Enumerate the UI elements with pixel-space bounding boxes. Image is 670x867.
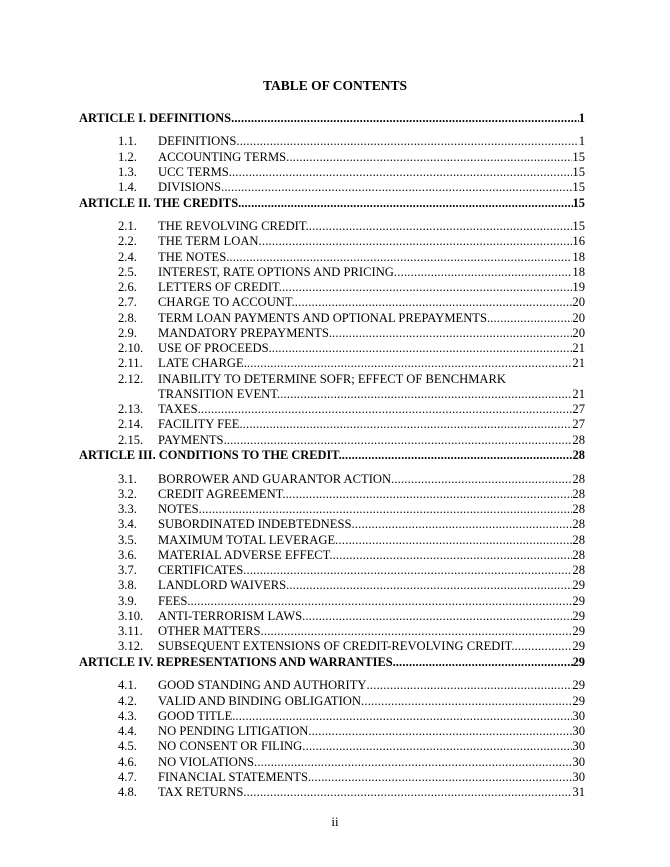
dot-leader: [227, 433, 573, 448]
section-number: 2.11.: [118, 356, 143, 371]
dot-leader: [272, 341, 573, 356]
section-number: 4.6.: [118, 754, 137, 769]
dot-leader: [289, 578, 572, 593]
section-number: 4.3.: [118, 708, 137, 723]
section-number: 3.10.: [118, 608, 144, 623]
section-number: 2.1.: [118, 219, 137, 233]
section-page-number: 28: [572, 563, 585, 577]
dot-leader: [243, 417, 573, 432]
section-title: MATERIAL ADVERSE EFFECT.: [158, 547, 333, 562]
section-number: 2.6.: [118, 280, 137, 294]
toc-section-entry[interactable]: [118, 165, 585, 180]
section-page-number: 18: [572, 249, 585, 264]
section-number: 3.9.: [118, 593, 137, 608]
dot-leader: [367, 678, 573, 693]
section-page-number: 20: [572, 310, 585, 325]
toc-section-entry[interactable]: [118, 487, 585, 502]
article-title: ARTICLE IV. REPRESENTATIONS AND WARRANTIES.: [79, 655, 396, 669]
section-title-continued: TRANSITION EVENT.: [158, 386, 281, 401]
section-page-number: 15: [572, 180, 585, 194]
section-title: TAXES: [158, 402, 198, 416]
section-title: OTHER MATTERS: [158, 624, 261, 638]
toc-section-entry[interactable]: [118, 234, 585, 249]
section-number: 3.2.: [118, 486, 137, 501]
section-page-number: 30: [572, 739, 585, 754]
toc-article-entry[interactable]: [79, 111, 585, 126]
section-page-number: 15: [572, 164, 585, 179]
section-number: 2.12.: [118, 371, 144, 386]
dot-leader: [191, 594, 573, 609]
section-number: 2.7.: [118, 295, 137, 310]
section-page-number: 27: [572, 402, 585, 416]
toc-section-entry[interactable]: [118, 402, 585, 417]
section-page-number: 29: [572, 593, 585, 608]
section-title: DEFINITIONS: [158, 134, 237, 149]
toc-section-entry[interactable]: [118, 678, 585, 693]
section-page-number: 28: [572, 432, 585, 447]
section-page-number: 29: [572, 639, 585, 654]
section-number: 3.1.: [118, 471, 137, 486]
section-number: 2.8.: [118, 310, 137, 325]
toc-section-entry[interactable]: [118, 219, 585, 234]
section-page-number: 28: [572, 532, 585, 547]
dot-leader: [198, 402, 573, 417]
section-page-number: 29: [572, 693, 585, 708]
toc-section-entry[interactable]: [118, 180, 585, 195]
section-number: 1.4.: [118, 180, 137, 194]
section-title: CHARGE TO ACCOUNT.: [158, 295, 295, 310]
section-title: LETTERS OF CREDIT.: [158, 280, 282, 294]
dot-leader: [305, 609, 572, 624]
section-title: VALID AND BINDING OBLIGATION: [158, 693, 361, 708]
section-number: 4.2.: [118, 693, 137, 708]
section-number: 3.11.: [118, 624, 143, 638]
dot-leader: [289, 150, 572, 165]
dot-leader: [515, 639, 573, 654]
section-number: 3.12.: [118, 639, 144, 654]
section-title: FACILITY FEE.: [158, 417, 243, 432]
article-page-number: 15: [572, 195, 585, 210]
section-page-number: 15: [572, 219, 585, 233]
toc-section-entry[interactable]: [118, 517, 585, 532]
section-title: PAYMENTS.: [158, 432, 227, 447]
toc-section-entry[interactable]: [118, 709, 585, 724]
section-title: DIVISIONS: [158, 180, 221, 194]
section-title: SUBSEQUENT EXTENSIONS OF CREDIT-REVOLVING CREDIT.: [158, 639, 515, 654]
article-title: ARTICLE III. CONDITIONS TO THE CREDIT.: [79, 448, 342, 463]
dot-leader: [246, 563, 572, 578]
dot-leader: [231, 111, 579, 126]
section-page-number: 28: [572, 502, 585, 516]
toc-section-entry[interactable]: [118, 548, 585, 563]
section-title: SUBORDINATED INDEBTEDNESS: [158, 517, 352, 532]
section-number: 2.9.: [118, 325, 137, 340]
dot-leader: [490, 311, 572, 326]
dot-leader: [302, 739, 572, 754]
section-number: 1.3.: [118, 164, 137, 179]
toc-section-entry-continued[interactable]: [118, 387, 585, 402]
section-number: 3.3.: [118, 502, 137, 516]
section-number: 3.5.: [118, 532, 137, 547]
section-page-number: 21: [572, 341, 585, 355]
toc-section-entry[interactable]: [118, 694, 585, 709]
dot-leader: [261, 624, 573, 639]
dot-leader: [333, 548, 573, 563]
section-number: 4.4.: [118, 724, 137, 738]
section-title: FEES.: [158, 593, 191, 608]
toc-section-entry[interactable]: [118, 639, 585, 654]
section-page-number: 28: [572, 517, 585, 532]
section-title: LANDLORD WAIVERS.: [158, 578, 290, 593]
dot-leader: [394, 472, 572, 487]
section-page-number: 30: [572, 708, 585, 723]
section-title: THE NOTES.: [158, 249, 230, 264]
section-title: THE TERM LOAN: [158, 234, 259, 249]
section-page-number: 27: [572, 417, 585, 432]
toc-article-entry[interactable]: [79, 196, 585, 211]
toc-section-entry[interactable]: [118, 417, 585, 432]
dot-leader: [396, 655, 573, 670]
section-title: USE OF PROCEEDS.: [158, 341, 272, 355]
section-number: 4.1.: [118, 678, 137, 693]
dot-leader: [229, 250, 572, 265]
section-page-number: 29: [572, 608, 585, 623]
dot-leader: [199, 502, 573, 517]
section-number: 2.5.: [118, 264, 137, 279]
toc-section-entry[interactable]: [118, 563, 585, 578]
dot-leader: [309, 219, 573, 234]
dot-leader: [254, 755, 572, 770]
dot-leader: [361, 694, 572, 709]
section-number: 2.15.: [118, 432, 144, 447]
dot-leader: [247, 356, 573, 371]
article-title: ARTICLE I. DEFINITIONS: [79, 111, 232, 125]
section-title: CREDIT AGREEMENT.: [158, 486, 286, 501]
section-title: TAX RETURNS.: [158, 785, 247, 799]
page-title: TABLE OF CONTENTS: [262, 78, 408, 93]
section-page-number: 29: [572, 678, 585, 693]
dot-leader: [286, 487, 573, 502]
section-page-number: 31: [572, 785, 585, 799]
toc-section-entry[interactable]: [118, 134, 585, 149]
section-number: 4.5.: [118, 739, 137, 754]
section-page-number: 28: [572, 471, 585, 486]
section-title: NO VIOLATIONS: [158, 754, 254, 769]
section-page-number: 18: [572, 264, 585, 279]
toc-section-entry[interactable]: [118, 739, 585, 754]
section-page-number: 29: [572, 578, 585, 593]
toc-section-entry[interactable]: [118, 280, 585, 295]
dot-leader: [332, 326, 572, 341]
toc-section-entry[interactable]: [118, 594, 585, 609]
section-page-number: 1: [578, 134, 585, 149]
toc-section-entry[interactable]: [118, 341, 585, 356]
toc-section-entry[interactable]: [118, 326, 585, 341]
section-title: MANDATORY PREPAYMENTS.: [158, 325, 333, 340]
dot-leader: [335, 533, 572, 548]
toc-section-entry[interactable]: [118, 624, 585, 639]
section-title: ACCOUNTING TERMS.: [158, 149, 290, 164]
section-page-number: 19: [572, 280, 585, 294]
section-title: TERM LOAN PAYMENTS AND OPTIONAL PREPAYMENTS.: [158, 310, 491, 325]
section-number: 4.7.: [118, 769, 137, 784]
section-title: INABILITY TO DETERMINE SOFR; EFFECT OF BENCHMARK: [158, 371, 506, 386]
section-page-number: 28: [572, 486, 585, 501]
page-number: ii: [331, 814, 339, 829]
section-title: INTEREST, RATE OPTIONS AND PRICING: [158, 264, 394, 279]
section-number: 3.8.: [118, 578, 137, 593]
section-page-number: 28: [572, 547, 585, 562]
section-title: BORROWER AND GUARANTOR ACTION.: [158, 471, 395, 486]
section-page-number: 20: [572, 295, 585, 310]
dot-leader: [236, 134, 578, 149]
dot-leader: [247, 785, 573, 800]
dot-leader: [241, 196, 572, 211]
toc-section-entry[interactable]: [118, 724, 585, 739]
article-page-number: 1: [578, 111, 585, 125]
dot-leader: [295, 295, 573, 310]
toc-section-entry[interactable]: [118, 533, 585, 548]
section-page-number: 16: [572, 234, 585, 249]
section-number: 2.2.: [118, 234, 137, 249]
section-number: 2.13.: [118, 402, 144, 416]
toc-section-entry[interactable]: [118, 785, 585, 800]
toc-section-entry[interactable]: [118, 250, 585, 265]
section-number: 4.8.: [118, 785, 137, 799]
section-title: GOOD TITLE.: [158, 708, 236, 723]
toc-section-entry[interactable]: [118, 755, 585, 770]
section-title: GOOD STANDING AND AUTHORITY: [158, 678, 367, 693]
section-number: 3.7.: [118, 563, 137, 577]
dot-leader: [259, 234, 573, 249]
section-page-number: 21: [572, 356, 585, 371]
toc-section-entry[interactable]: [118, 502, 585, 517]
dot-leader: [282, 280, 572, 295]
section-title: UCC TERMS.: [158, 164, 232, 179]
article-page-number: 28: [572, 448, 585, 463]
toc-article-entry[interactable]: [79, 655, 585, 670]
section-page-number: 30: [572, 769, 585, 784]
dot-leader: [312, 724, 573, 739]
toc-section-entry[interactable]: [118, 578, 585, 593]
toc-section-entry[interactable]: [118, 265, 585, 280]
dot-leader: [232, 165, 572, 180]
dot-leader: [311, 770, 572, 785]
section-title: NO CONSENT OR FILING: [158, 739, 303, 754]
section-title: ANTI-TERRORISM LAWS.: [158, 608, 306, 623]
section-page-number: 30: [572, 754, 585, 769]
section-title: FINANCIAL STATEMENTS.: [158, 769, 312, 784]
section-page-number: 30: [572, 724, 585, 738]
toc-section-entry[interactable]: [118, 372, 585, 387]
section-title: MAXIMUM TOTAL LEVERAGE: [158, 532, 336, 547]
section-title: THE REVOLVING CREDIT.: [158, 219, 309, 233]
toc-section-entry[interactable]: [118, 295, 585, 310]
section-number: 3.4.: [118, 517, 137, 532]
section-title: CERTIFICATES.: [158, 563, 247, 577]
dot-leader: [351, 517, 572, 532]
dot-leader: [342, 448, 573, 463]
toc-section-entry[interactable]: [118, 150, 585, 165]
section-number: 1.2.: [118, 149, 137, 164]
section-number: 1.1.: [118, 134, 137, 149]
toc-section-entry[interactable]: [118, 433, 585, 448]
toc-section-entry[interactable]: [118, 311, 585, 326]
section-number: 3.6.: [118, 547, 137, 562]
toc-section-entry[interactable]: [118, 356, 585, 371]
section-title: NOTES: [158, 502, 199, 516]
article-page-number: 29: [572, 655, 585, 669]
dot-leader: [280, 387, 572, 402]
dot-leader: [394, 265, 573, 280]
section-title: NO PENDING LITIGATION.: [158, 724, 312, 738]
toc-section-entry[interactable]: [118, 770, 585, 785]
toc-section-entry[interactable]: [118, 609, 585, 624]
section-number: 2.14.: [118, 417, 144, 432]
section-page-number: 20: [572, 325, 585, 340]
section-number: 2.10.: [118, 341, 144, 355]
article-title: ARTICLE II. THE CREDITS.: [79, 195, 242, 210]
section-number: 2.4.: [118, 249, 137, 264]
section-page-number: 21: [572, 386, 585, 401]
dot-leader: [235, 709, 572, 724]
section-page-number: 15: [572, 149, 585, 164]
toc-article-entry[interactable]: [79, 448, 585, 463]
toc-section-entry[interactable]: [118, 472, 585, 487]
section-page-number: 29: [572, 624, 585, 638]
section-title: LATE CHARGE.: [158, 356, 247, 371]
dot-leader: [221, 180, 572, 195]
